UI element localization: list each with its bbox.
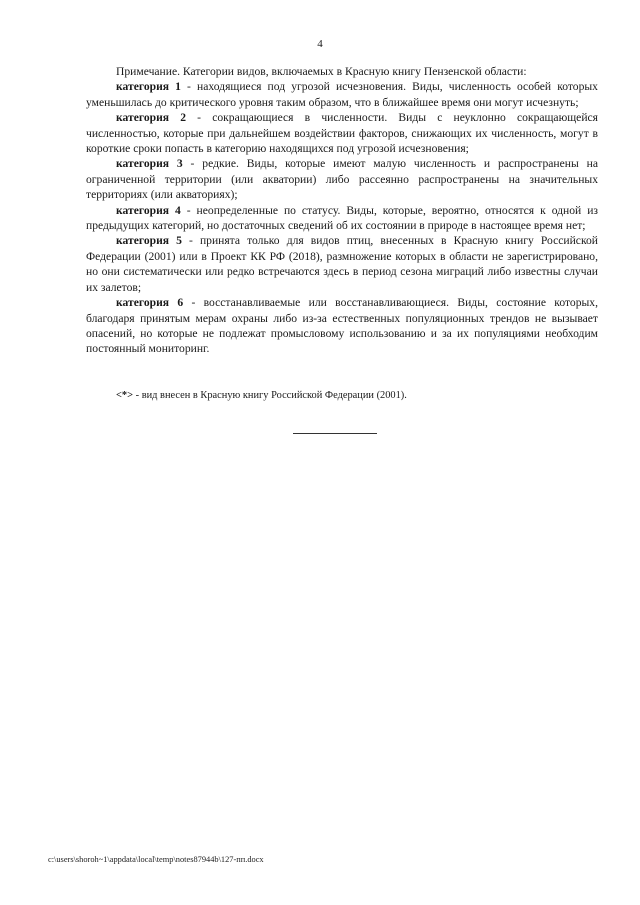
category-description: - неопределенные по статусу. Виды, которые, вероятно, относятся к одной из предыдущих категорий, но достаточных сведений об их состоянии в природе в настоящее время нет;: [86, 203, 598, 233]
category-label: категория 3: [116, 157, 183, 171]
category-item: [86, 295, 598, 357]
category-label: категория 6: [116, 296, 184, 310]
footnote: [116, 389, 596, 402]
category-description: - принята только для видов птиц, внесенных в Красную книгу Российской Федерации (2001) или в Проект КК РФ (2018), размножение которых в области не зарегистрировано, но они систематически или редко встречаются здесь в период сезона миграций либо известны случаи их залетов;: [86, 234, 598, 294]
category-description: - восстанавливаемые или восстанавливающиеся. Виды, состояние которых, благодаря принятым мерам охраны либо из-за естественных популяционных трендов не вызывает опасений, но которые не подлежат промысловому использованию и за их популяциями необходим постоянный мониторинг.: [86, 296, 598, 356]
category-label: категория 2: [116, 111, 186, 125]
note-content: [86, 64, 598, 357]
category-item: [86, 203, 598, 234]
category-item: [86, 156, 598, 202]
category-item: [86, 79, 598, 110]
category-description: - редкие. Виды, которые имеют малую численность и распространены на ограниченной территории (или акватории) либо рассеянно распространены на значительных территориях (или акваториях);: [86, 157, 598, 202]
note-intro: Примечание. Категории видов, включаемых в Красную книгу Пензенской области:: [116, 65, 527, 78]
category-label: категория 5: [116, 234, 182, 248]
category-label: категория 1: [116, 80, 181, 94]
category-description: - сокращающиеся в численности. Виды с неуклонно сокращающейся численностью, которые при дальнейшем воздействии факторов, снижающих их численность, могут в короткие сроки попасть в категорию находящихся под угрозой исчезновения;: [86, 111, 598, 156]
category-label: категория 4: [116, 203, 181, 217]
file-path-footer: c:\users\shoroh~1\appdata\local\temp\notes87944b\127-пп.docx: [48, 855, 264, 864]
page-number: 4: [317, 38, 323, 50]
footnote-marker: <*>: [116, 390, 134, 401]
end-separator-line: [293, 433, 377, 434]
category-description: - находящиеся под угрозой исчезновения. Виды, численность особей которых уменьшилась до критического уровня таким образом, что в ближайшее время они могут исчезнуть;: [86, 80, 598, 109]
footnote-text: - вид внесен в Красную книгу Российской Федерации (2001).: [133, 390, 407, 401]
category-item: [86, 110, 598, 156]
category-item: [86, 233, 598, 295]
